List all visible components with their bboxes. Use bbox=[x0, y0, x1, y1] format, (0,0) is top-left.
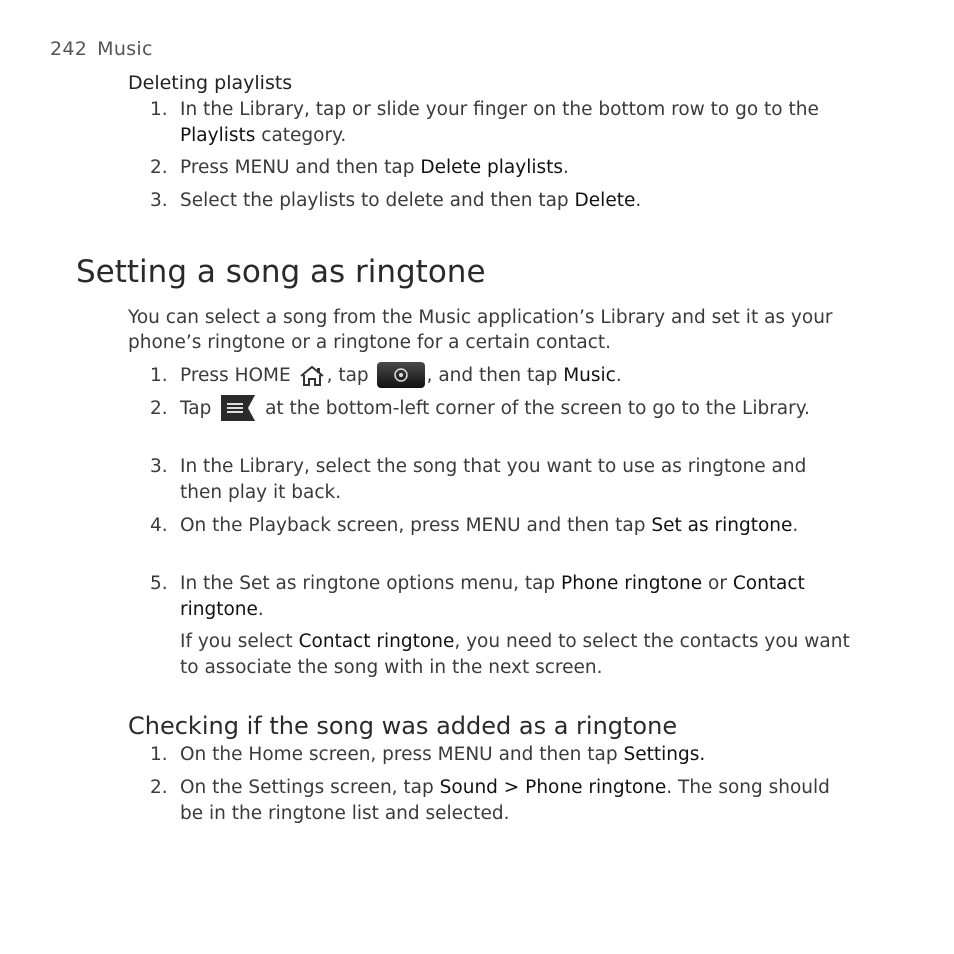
ringtone-step-1: 1. Press HOME , tap , and then tap Music. bbox=[150, 363, 850, 389]
checking-section-title: Checking if the song was added as a ringtone bbox=[128, 712, 678, 740]
deleting-step-1: 1. In the Library, tap or slide your finger on the bottom row to go to the Playlists category. bbox=[150, 99, 819, 146]
page-number: 242 bbox=[50, 38, 88, 60]
page-header bbox=[50, 38, 153, 60]
music-player-button-icon bbox=[377, 362, 425, 388]
deleting-playlists-title: Deleting playlists bbox=[128, 72, 293, 94]
ringtone-intro: You can select a song from the Music application’s Library and set it as your phone’s ringtone or a ringtone for a certain contact. bbox=[128, 307, 833, 353]
ringtone-note: If you select Contact ringtone, you need to select the contacts you want to associate the song with in the next screen. bbox=[180, 631, 850, 678]
ringtone-section-title: Setting a song as ringtone bbox=[76, 254, 486, 290]
ringtone-step-3: 3. In the Library, select the song that you want to use as ringtone and then play it back. bbox=[150, 456, 807, 503]
home-icon bbox=[299, 365, 325, 387]
ringtone-step-5: 5. In the Set as ringtone options menu, tap Phone ringtone or Contact ringtone. bbox=[150, 573, 805, 620]
section-name: Music bbox=[97, 38, 153, 60]
library-menu-icon bbox=[221, 395, 255, 421]
deleting-step-2: 2. Press MENU and then tap Delete playlists. bbox=[150, 157, 569, 178]
ringtone-step-2: 2. Tap at the bottom-left corner of the screen to go to the Library. bbox=[150, 396, 850, 422]
ringtone-step-4: 4. On the Playback screen, press MENU and then tap Set as ringtone. bbox=[150, 515, 799, 536]
deleting-step-3: 3. Select the playlists to delete and then tap Delete. bbox=[150, 190, 642, 211]
checking-step-2: 2. On the Settings screen, tap Sound > Phone ringtone. The song should be in the ringtone list and selected. bbox=[150, 777, 830, 824]
checking-step-1: 1. On the Home screen, press MENU and then tap Settings. bbox=[150, 744, 706, 765]
